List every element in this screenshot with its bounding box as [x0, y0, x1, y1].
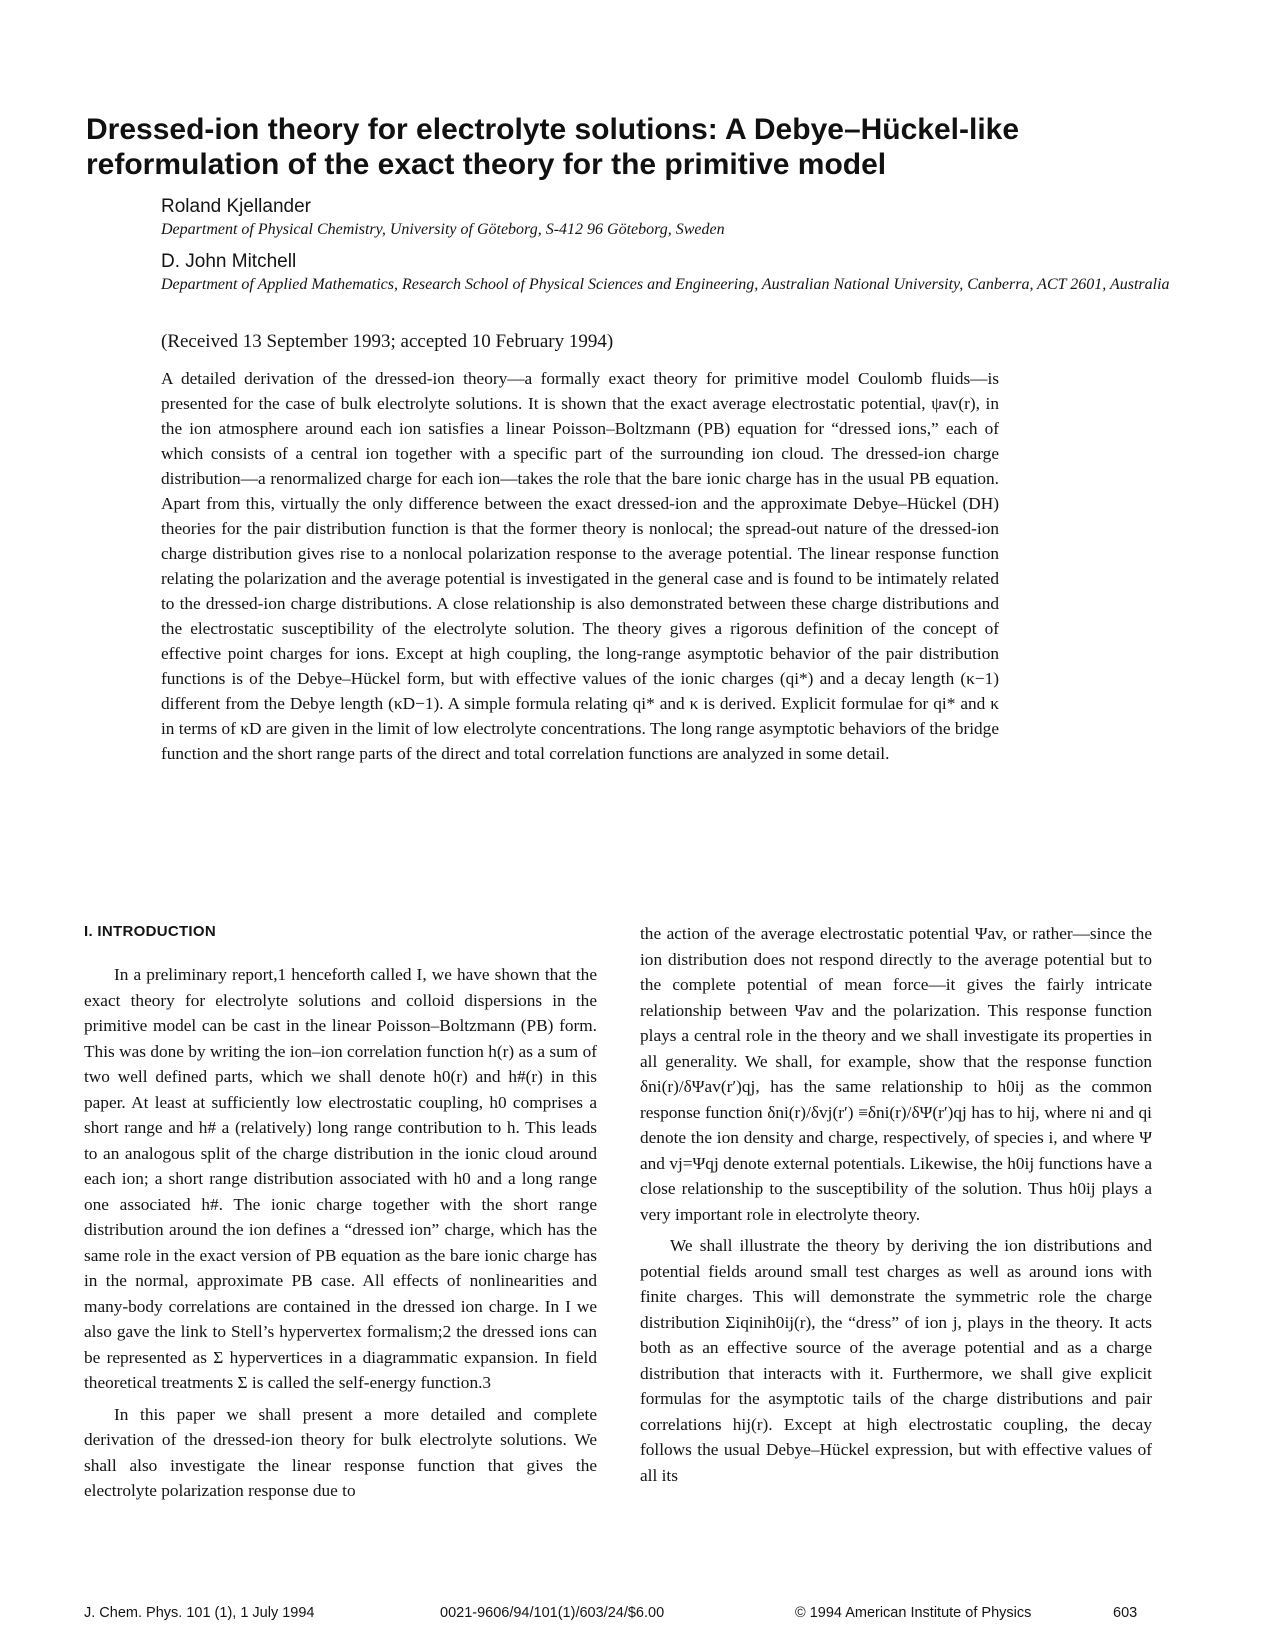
- footer-code: 0021-9606/94/101(1)/603/24/$6.00: [440, 1605, 665, 1621]
- author-name: Roland Kjellander: [161, 196, 311, 217]
- body-paragraph: We shall illustrate the theory by deriving the ion distributions and potential fields around small test charges as well as around ions with finite charges. This will demonstrate the symmetric role the charge distribution Σiqinih0ij(r), the “dress” of ion j, plays in the theory. It acts both as an effective source of the average potential and as a charge distribution that interacts with it. Furthermore, we shall give explicit formulas for the asymptotic tails of the charge distributions and pair correlations hij(r). Except at high electrostatic coupling, the decay follows the usual Debye–Hückel expression, but with effective values of all its: [640, 1236, 1152, 1485]
- body-paragraph: In this paper we shall present a more detailed and complete derivation of the dressed-ion theory for bulk electrolyte solutions. We shall also investigate the linear response function that gives the electrolyte polarization response due to: [84, 1404, 597, 1500]
- author-affiliation: Department of Physical Chemistry, University of Göteborg, S-412 96 Göteborg, Sweden: [161, 221, 725, 238]
- right-column: [640, 921, 1152, 1488]
- footer-copyright: © 1994 American Institute of Physics: [795, 1605, 1032, 1621]
- author-affiliation: Department of Applied Mathematics, Research School of Physical Sciences and Engineering, Australian National University, Canberra, ACT 2601, Australia: [161, 276, 1170, 293]
- page-number: 603: [1113, 1605, 1138, 1621]
- section-heading: I. INTRODUCTION: [84, 923, 216, 940]
- body-paragraph: the action of the average electrostatic potential Ψav, or rather—since the ion distribution does not respond directly to the average potential but to the complete potential of mean force—it gives the fairly intricate relationship between Ψav and the polarization. This response function plays a central role in the theory and we shall investigate its properties in all generality. We shall, for example, show that the response function δni(r)/δΨav(r′)qj, has the same relationship to h0ij as the common response function δni(r)/δvj(r′) ≡δni(r)/δΨ(r′)qj has to hij, where ni and qi denote the ion density and charge, respectively, of species i, and where Ψ and vj=Ψqj denote external potentials. Likewise, the h0ij functions have a close relationship to the susceptibility of the solution. Thus h0ij plays a very important role in electrolyte theory.: [640, 924, 1152, 1224]
- author-name: D. John Mitchell: [161, 251, 297, 272]
- body-paragraph: In a preliminary report,1 henceforth called I, we have shown that the exact theory for electrolyte solutions and colloid dispersions in the primitive model can be cast in the linear Poisson–Boltzmann (PB) form. This was done by writing the ion–ion correlation function h(r) as a sum of two well defined parts, which we shall denote h0(r) and h#(r) in this paper. At least at sufficiently low electrostatic coupling, h0 comprises a short range and h# a (relatively) long range contribution to h. This leads to an analogous split of the charge distribution in the ionic cloud around each ion; a short range distribution associated with h0 and a long range one associated h#. The ionic charge together with the short range distribution around the ion defines a “dressed ion” charge, which has the same role in the exact version of PB equation as the bare ionic charge has in the normal, approximate PB case. All effects of nonlinearities and many-body correlations are contained in the dressed ion charge. In I we also gave the link to Stell’s hypervertex formalism;2 the dressed ions can be represented as Σ hypervertices in a diagrammatic expansion. In field theoretical treatments Σ is called the self-energy function.3: [84, 965, 597, 1392]
- received-dates: (Received 13 September 1993; accepted 10 February 1994): [161, 331, 614, 352]
- left-column: [84, 962, 597, 1504]
- abstract: A detailed derivation of the dressed-ion theory—a formally exact theory for primitive model Coulomb fluids—is presented for the case of bulk electrolyte solutions. It is shown that the exact average electrostatic potential, ψav(r), in the ion atmosphere around each ion satisfies a linear Poisson–Boltzmann (PB) equation for “dressed ions,” each of which consists of a central ion together with a specific part of the surrounding ion cloud. The dressed-ion charge distribution—a renormalized charge for each ion—takes the role that the bare ionic charge has in the usual PB equation. Apart from this, virtually the only difference between the exact dressed-ion and the approximate Debye–Hückel (DH) theories for the pair distribution function is that the former theory is nonlocal; the spread-out nature of the dressed-ion charge distribution gives rise to a nonlocal polarization response to the average potential. The linear response function relating the polarization and the average potential is investigated in the general case and is found to be intimately related to the dressed-ion charge distributions. A close relationship is also demonstrated between these charge distributions and the electrostatic susceptibility of the electrolyte solution. The theory gives a rigorous definition of the concept of effective point charges for ions. Except at high coupling, the long-range asymptotic behavior of the pair distribution functions is of the Debye–Hückel form, but with effective values of the ionic charges (qi*) and a decay length (κ−1) different from the Debye length (κD−1). A simple formula relating qi* and κ is derived. Explicit formulae for qi* and κ in terms of κD are given in the limit of low electrolyte concentrations. The long range asymptotic behaviors of the bridge function and the short range parts of the direct and total correlation functions are analyzed in some detail.: [161, 369, 999, 763]
- article-title: Dressed-ion theory for electrolyte solutions: A Debye–Hückel-like reformulation of the exact theory for the primitive model: [86, 113, 1020, 181]
- footer-journal: J. Chem. Phys. 101 (1), 1 July 1994: [84, 1605, 315, 1621]
